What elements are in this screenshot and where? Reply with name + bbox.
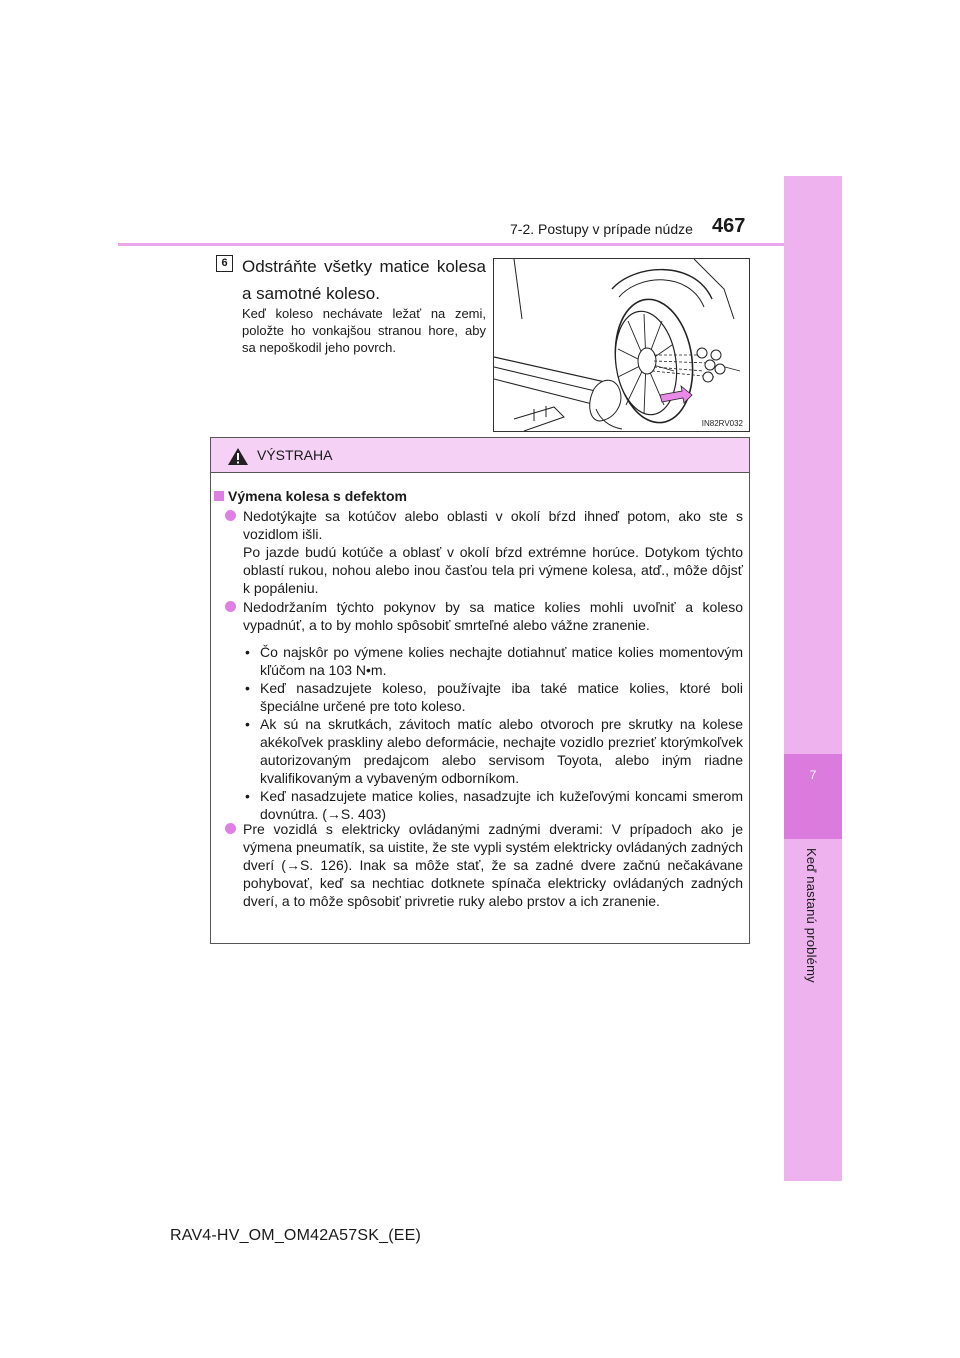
warning-triangle-icon: [227, 447, 249, 466]
round-bullet-icon: [225, 823, 236, 834]
warning-header: [211, 438, 749, 473]
warning-sub-item: • Keď nasadzujete koleso, používajte iba také matice kolies, ktoré boli špeciálne určené pre toto koleso.: [245, 679, 743, 715]
square-bullet-icon: [214, 491, 224, 501]
round-bullet-icon: [225, 601, 236, 612]
step-title: Odstráňte všetky matice kolesa a samotné koleso.: [242, 257, 486, 303]
warning-sub-item: • Ak sú na skrutkách, závitoch matíc alebo otvoroch pre skrutky na kolese akékoľvek praskliny alebo deformácie, nechajte vozidlo prezrieť ktorýmkoľvek autorizovaným predajcom alebo servisom Toyota, alebo iným riadne kvalifikovaným a vybaveným odborníkom.: [245, 715, 743, 787]
round-bullet-icon: [225, 510, 236, 521]
warning-sub-list: [245, 643, 743, 823]
warning-sub-item: • Keď nasadzujete matice kolies, nasadzujte ich kužeľovými koncami smerom dovnútra. (→S. 403): [245, 787, 743, 823]
chapter-number-tab: [784, 754, 842, 839]
warning-title: VÝSTRAHA: [257, 447, 333, 463]
section-title: 7-2. Postupy v prípade núdze: [510, 221, 693, 237]
warning-bullet-3: [225, 820, 743, 910]
warning-box: [210, 437, 750, 944]
chapter-title: Keď nastanú problémy: [804, 848, 819, 983]
warning-bullet-1-p1: Nedotýkajte sa kotúčov alebo oblasti v okolí bŕzd ihneď potom, ako ste s vozidlom išli.: [243, 508, 743, 542]
document-code: RAV4-HV_OM_OM42A57SK_(EE): [170, 1227, 422, 1244]
chapter-number: 7: [809, 768, 817, 782]
warning-bullet-1-p2: Po jazde budú kotúče a oblasť v okolí bŕzd extrémne horúce. Dotykom týchto oblastí rukou, nohou alebo inou časťou tela pri výmene kolesa, atď., môže dôjsť k popáleniu.: [243, 544, 743, 596]
warning-bullet-1: [225, 507, 743, 597]
wheel-removal-illustration: [493, 258, 750, 432]
chapter-side-tab: [784, 176, 842, 1181]
figure-code: IN82RV032: [701, 419, 743, 428]
warning-bullet-2-text: Nedodržaním týchto pokynov by sa matice kolies mohli uvoľniť a koleso vypadnúť, a to by mohlo spôsobiť smrteľné alebo vážne zranenie.: [243, 599, 743, 633]
page-number: 467: [712, 215, 746, 237]
step-body: Keď koleso nechávate ležať na zemi, položte ho vonkajšou stranou hore, aby sa nepoškodil jeho povrch.: [242, 306, 486, 355]
warning-subtitle-text: Výmena kolesa s defektom: [228, 488, 407, 504]
warning-subtitle: [211, 488, 407, 504]
wheel-illustration-drawing: [494, 259, 749, 431]
warning-bullet-2: [225, 598, 743, 634]
warning-bullet-3-text: Pre vozidlá s elektricky ovládanými zadnými dverami: V prípadoch ako je výmena pneumatík, sa uistite, že ste vypli systém elektricky ovládaných zadných dverí (→S. 126). Inak sa môže stať, že sa zadné dvere začnú nečakávane pohybovať, keď sa nechtiac dotknete spínača elektricky ovládaných zadných dverí, a to môže spôsobiť privretie ruky alebo prstov a ich zranenie.: [243, 821, 743, 909]
warning-sub-item: • Čo najskôr po výmene kolies nechajte dotiahnuť matice kolies momentovým kľúčom na 103 N•m.: [245, 643, 743, 679]
header-rule: [118, 243, 784, 246]
step-number-badge: 6: [216, 255, 233, 272]
